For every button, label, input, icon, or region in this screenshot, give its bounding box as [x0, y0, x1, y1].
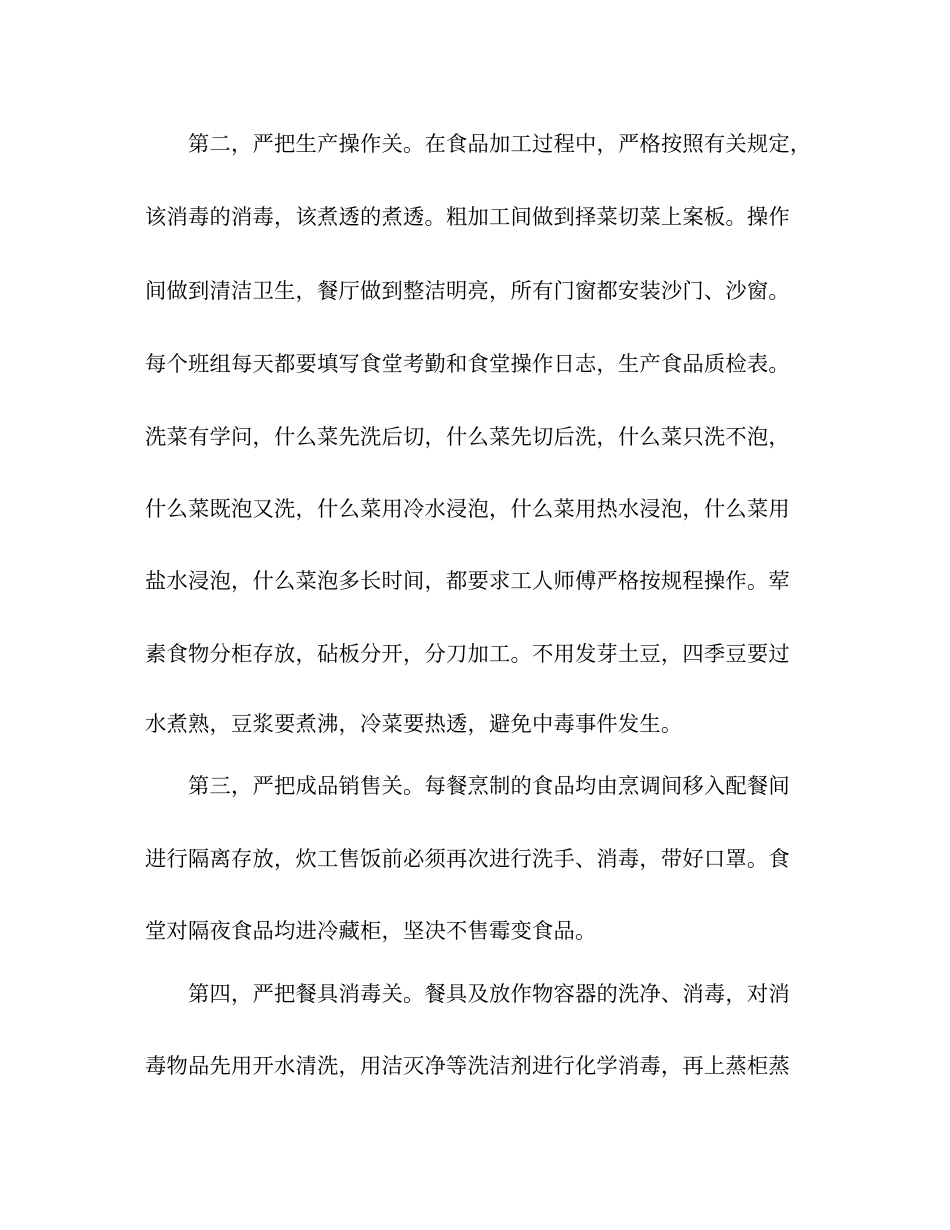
paragraph-2-line-4: 每个班组每天都要填写食堂考勤和食堂操作日志，生产食品质检表。	[145, 352, 790, 377]
paragraph-2-line-2: 该消毒的消毒，该煮透的煮透。粗加工间做到择菜切菜上案板。操作	[145, 205, 790, 230]
paragraph-2-line-1: 第二，严把生产操作关。在食品加工过程中，严格按照有关规定，	[188, 132, 812, 157]
paragraph-3-line-1: 第三，严把成品销售关。每餐烹制的食品均由烹调间移入配餐间	[188, 774, 790, 799]
paragraph-3-line-3: 堂对隔夜食品均进冷藏柜，坚决不售霉变食品。	[145, 919, 597, 944]
paragraph-2-line-9: 水煮熟，豆浆要煮沸，冷菜要热透，避免中毒事件发生。	[145, 712, 683, 737]
paragraph-4-line-2: 毒物品先用开水清洗，用洁灭净等洗洁剂进行化学消毒，再上蒸柜蒸	[145, 1054, 790, 1079]
paragraph-3-line-2: 进行隔离存放，炊工售饭前必须再次进行洗手、消毒，带好口罩。食	[145, 847, 790, 872]
paragraph-4-line-1: 第四，严把餐具消毒关。餐具及放作物容器的洗净、消毒，对消	[188, 982, 790, 1007]
paragraph-2-line-8: 素食物分柜存放，砧板分开，分刀加工。不用发芽土豆，四季豆要过	[145, 642, 790, 667]
paragraph-2-line-3: 间做到清洁卫生，餐厅做到整洁明亮，所有门窗都安装沙门、沙窗。	[145, 279, 790, 304]
paragraph-2-line-7: 盐水浸泡，什么菜泡多长时间，都要求工人师傅严格按规程操作。荤	[145, 569, 790, 594]
paragraph-2-line-5: 洗菜有学问，什么菜先洗后切，什么菜先切后洗，什么菜只洗不泡，	[145, 425, 790, 450]
paragraph-2-line-6: 什么菜既泡又洗，什么菜用冷水浸泡，什么菜用热水浸泡，什么菜用	[145, 497, 790, 522]
